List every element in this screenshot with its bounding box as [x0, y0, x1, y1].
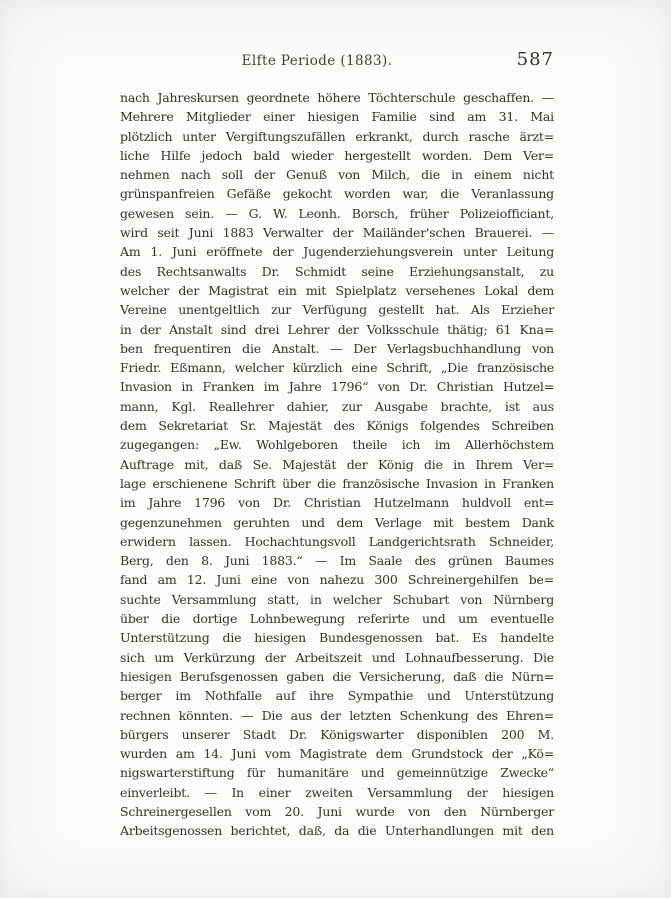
text-line: gewesen sein. — G. W. Leonh. Borsch, früher Polizeiofficiant,	[120, 205, 554, 221]
text-line: Arbeitsgenossen berichtet, daß, da die Unterhandlungen mit den	[120, 823, 554, 839]
text-line: zugegangen: „Ew. Wohlgeboren theile ich im Allerhöchstem	[120, 437, 554, 453]
text-line: über die dortige Lohnbewegung referirte und um eventuelle	[120, 611, 554, 627]
text-line: mann, Kgl. Reallehrer dahier, zur Ausgabe brachte, ist aus	[120, 398, 554, 414]
text-line: gegenzunehmen geruhten und dem Verlage mit bestem Dank	[120, 514, 554, 530]
page-number: 587	[516, 49, 554, 70]
text-line: erwidern lassen. Hochachtungsvoll Landgerichtsrath Schneider,	[120, 533, 554, 549]
text-line: berger im Nothfalle auf ihre Sympathie und Unterstützung	[120, 688, 554, 704]
text-line: nach Jahreskursen geordnete höhere Töchterschule geschaffen. —	[120, 90, 554, 105]
text-line: Schreinergesellen vom 20. Juni wurde von den Nürnberger	[120, 803, 554, 819]
text-line: des Rechtsanwalts Dr. Schmidt seine Erziehungsanstalt, zu	[120, 263, 554, 279]
text-line: Mehrere Mitglieder einer hiesigen Familie sind am 31. Mai	[120, 109, 554, 125]
text-line: einverleibt. — In einer zweiten Versammlung der hiesigen	[120, 784, 554, 800]
text-line: wurden am 14. Juni vom Magistrate dem Grundstock der „Kö=	[120, 746, 554, 762]
body-text-block	[120, 88, 554, 841]
text-line: wird seit Juni 1883 Verwalter der Mailänder'schen Brauerei. —	[120, 225, 554, 241]
text-line: nigswarterstiftung für humanitäre und gemeinnützige Zwecke“	[120, 765, 554, 781]
text-line: suchte Versammlung statt, in welcher Schubart von Nürnberg	[120, 591, 554, 607]
text-line: bürgers unserer Stadt Dr. Königswarter disponiblen 200 M.	[120, 726, 554, 742]
text-line: lage erschienene Schrift über die französische Invasion in Franken	[120, 475, 554, 491]
page-header	[120, 49, 554, 73]
text-line: fand am 12. Juni eine von nahezu 300 Schreinergehilfen be=	[120, 572, 554, 588]
text-line: in der Anstalt sind drei Lehrer der Volksschule thätig; 61 Kna=	[120, 321, 554, 337]
text-line: Auftrage mit, daß Se. Majestät der König die in Ihrem Ver=	[120, 456, 554, 472]
text-line: grünspanfreien Gefäße gekocht worden war, die Veranlassung	[120, 186, 554, 202]
text-line: ben frequentiren die Anstalt. — Der Verlagsbuchhandlung von	[120, 340, 554, 356]
text-line: liche Hilfe jedoch bald wieder hergestellt worden. Dem Ver=	[120, 147, 554, 163]
running-title: Elfte Periode (1883).	[241, 53, 393, 69]
text-line: welcher der Magistrat ein mit Spielplatz versehenes Lokal dem	[120, 282, 554, 298]
text-line: Invasion in Franken im Jahre 1796“ von Dr. Christian Hutzel=	[120, 379, 554, 395]
text-line: nehmen nach soll der Genuß von Milch, die in einem nicht	[120, 167, 554, 183]
text-line: Vereine unentgeltlich zur Verfügung gestellt hat. Als Erzieher	[120, 302, 554, 318]
text-line: Am 1. Juni eröffnete der Jugenderziehungsverein unter Leitung	[120, 244, 554, 260]
text-line: sich um Verkürzung der Arbeitszeit und Lohnaufbesserung. Die	[120, 649, 554, 665]
text-line: Unterstützung die hiesigen Bundesgenossen bat. Es handelte	[120, 630, 554, 646]
text-line: rechnen könnten. — Die aus der letzten Schenkung des Ehren=	[120, 707, 554, 723]
text-line: plötzlich unter Vergiftungszufällen erkrankt, durch rasche ärzt=	[120, 128, 554, 144]
text-line: im Jahre 1796 von Dr. Christian Hutzelmann huldvoll ent=	[120, 495, 554, 511]
text-line: hiesigen Berufsgenossen gaben die Versicherung, daß die Nürn=	[120, 668, 554, 684]
text-line: Friedr. Eßmann, welcher kürzlich eine Schrift, „Die französische	[120, 360, 554, 376]
text-line: dem Sekretariat Sr. Majestät des Königs folgendes Schreiben	[120, 418, 554, 434]
text-line: Berg, den 8. Juni 1883.“ — Im Saale des grünen Baumes	[120, 553, 554, 569]
